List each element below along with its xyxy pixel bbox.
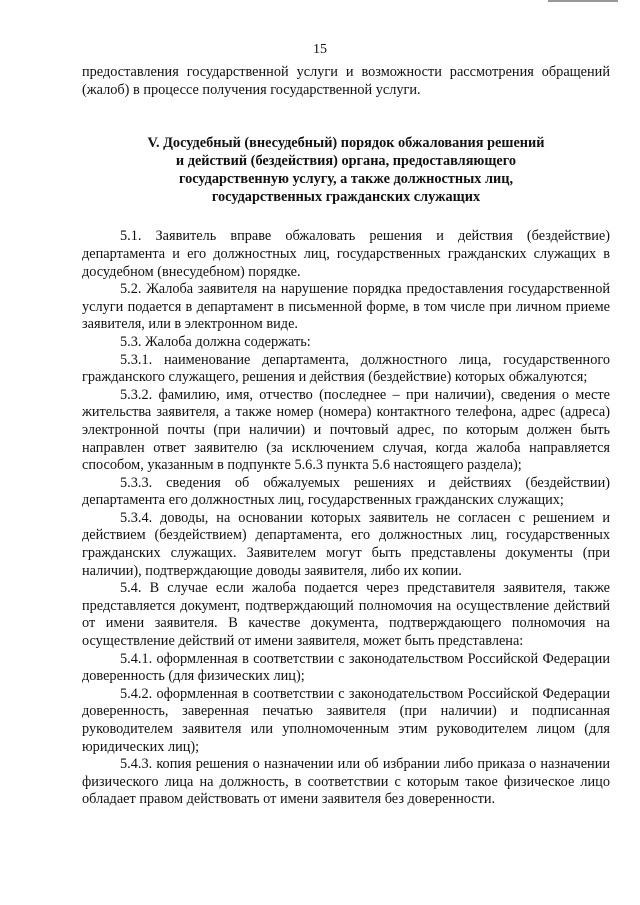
paragraph-5-4-3: 5.4.3. копия решения о назначении или об избрании либо приказа о назначении физического лица на должность, в соответствии с которым такое физическое лицо обладает правом действовать от имени заявителя без доверенности. [82, 756, 610, 808]
page-content [82, 64, 610, 809]
heading-line: государственных гражданских служащих [211, 188, 481, 205]
paragraph-5-4-2: 5.4.2. оформленная в соответствии с законодательством Российской Федерации доверенность, заверенная печатью заявителя (при наличии) и подписанная руководителем заявителя или уполномоченным этим руководителем лицом (для юридических лиц); [82, 685, 610, 755]
paragraph-5-2: 5.2. Жалоба заявителя на нарушение порядка предоставления государственной услуги подается в департамент в письменной форме, в том числе при личном приеме заявителя, или в электронном виде. [82, 281, 610, 333]
page-number: 15 [313, 42, 327, 57]
paragraph-5-3-3: 5.3.3. сведения об обжалуемых решениях и действиях (бездействии) департамента его должностных лиц, государственных гражданских служащих; [82, 474, 610, 509]
section-heading [82, 135, 610, 206]
heading-line: и действий (бездействия) органа, предоставляющего [175, 152, 517, 169]
paragraph-5-4-1: 5.4.1. оформленная в соответствии с законодательством Российской Федерации доверенность (для физических лиц); [82, 650, 610, 685]
paragraph-5-3-1: 5.3.1. наименование департамента, должностного лица, государственного гражданского служащего, решения и действия (бездействие) которых обжалуются; [82, 351, 610, 386]
intro-paragraph: предоставления государственной услуги и возможности рассмотрения обращений (жалоб) в процессе получения государственной услуги. [82, 64, 610, 98]
heading-line: V. Досудебный (внесудебный) порядок обжалования решений [147, 135, 545, 152]
paragraph-5-4: 5.4. В случае если жалоба подается через представителя заявителя, также представляется документ, подтверждающий полномочия на осуществление действий от имени заявителя. В качестве документа, подтверждающего полномочия на осуществление действий от имени заявителя, может быть представлена: [82, 580, 610, 650]
scan-edge-mark [548, 0, 618, 2]
paragraph-5-3-2: 5.3.2. фамилию, имя, отчество (последнее – при наличии), сведения о месте жительства заявителя, а также номер (номера) контактного телефона, адрес (адреса) электронной почты (при наличии) и почтовый адрес, по которым должен быть направлен ответ заявителю (за исключением случая, когда жалоба направляется способом, указанным в подпункте 5.6.3 пункта 5.6 настоящего раздела); [82, 386, 610, 474]
paragraph-5-1: 5.1. Заявитель вправе обжаловать решения и действия (бездействие) департамента и его должностных лиц, государственных гражданских служащих в досудебном (внесудебном) порядке. [82, 228, 610, 280]
paragraph-5-3: 5.3. Жалоба должна содержать: [120, 333, 311, 350]
heading-line: государственную услугу, а также должностных лиц, [178, 170, 514, 187]
paragraph-5-3-4: 5.3.4. доводы, на основании которых заявитель не согласен с решением и действием (бездействием) департамента, его должностных лиц, государственных гражданских служащих. Заявителем могут быть представлены документы (при наличии), подтверждающие доводы заявителя, либо их копии. [82, 509, 610, 579]
